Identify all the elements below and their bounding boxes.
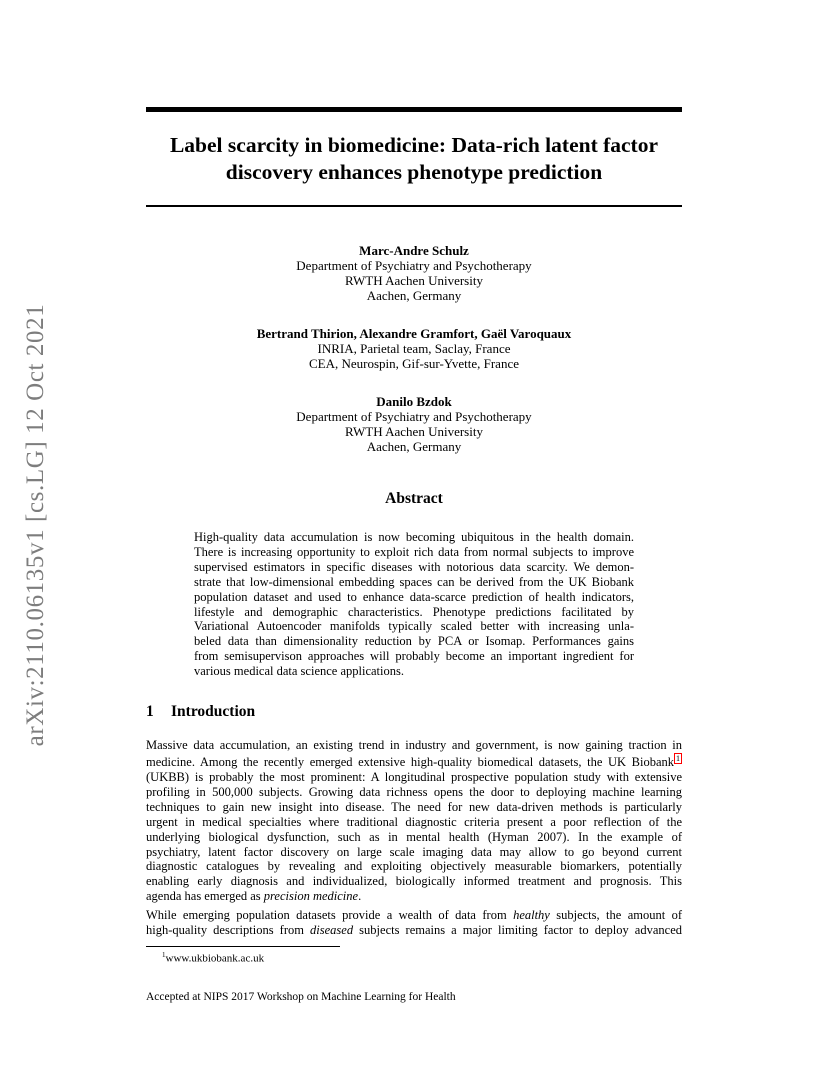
abstract-line: supervised estimators in specific diseases with notorious data scarcity. We demon-: [194, 559, 634, 574]
emphasis-text: diseased: [310, 922, 354, 937]
abstract-line: beled data than dimensionality reduction by PCA or Isomap. Performances gains: [194, 634, 634, 649]
author-name: Marc-Andre Schulz: [359, 243, 469, 258]
body-line: techniques to gain new insight into disease. The need for new data-driven methods is particularly: [146, 799, 682, 814]
body-text: agenda has emerged as: [146, 889, 264, 904]
abstract-line: population dataset and used to enhance data-scarce prediction of health indicators,: [194, 589, 634, 604]
body-text: .: [358, 889, 362, 904]
body-line: profiling in 500,000 subjects. Growing data richness opens the door to deploying machine learning: [146, 784, 682, 799]
body-text: While emerging population datasets provide a wealth of data from: [146, 908, 514, 922]
body-line: urgent in medical specialties where traditional diagnostic criteria present a poor reflection of the: [146, 814, 682, 829]
emphasis-text: healthy: [513, 908, 550, 922]
title-line: discovery enhances phenotype prediction: [225, 160, 603, 184]
author-block-2: [146, 326, 682, 371]
body-line: [146, 908, 682, 923]
title-top-rule: [146, 107, 682, 112]
author-name: Bertrand Thirion, Alexandre Gramfort, Gaël Varoquaux: [256, 326, 572, 341]
body-line: (UKBB) is probably the most prominent: A longitudinal prospective population study with extensive: [146, 769, 682, 784]
intro-paragraph-2: [146, 908, 682, 938]
footnote-rule: [146, 946, 340, 947]
author-block-3: [146, 394, 682, 454]
title-bottom-rule: [146, 205, 682, 207]
affiliation-line: Aachen, Germany: [366, 439, 462, 454]
section-number: 1: [146, 703, 154, 720]
section-title: Introduction: [171, 703, 256, 720]
body-text: subjects remains a major limiting factor to deploy advanced: [353, 922, 683, 937]
footnote-mark: 1: [162, 951, 166, 959]
body-text: subjects, the amount of: [549, 908, 682, 922]
abstract-body: [194, 530, 634, 679]
affiliation-line: RWTH Aachen University: [345, 273, 483, 288]
section-heading: [146, 703, 255, 721]
affiliation-line: Department of Psychiatry and Psychotherapy: [296, 258, 532, 273]
arxiv-watermark: [18, 290, 54, 760]
abstract-line: There is increasing opportunity to exploit rich data from normal subjects to improve: [194, 544, 634, 559]
abstract-line: lifestyle and demographic characteristics. Phenotype predictions facilitated by: [194, 604, 634, 619]
emphasis-text: precision medicine: [263, 889, 359, 904]
body-text: high-quality descriptions from: [146, 922, 311, 937]
body-line: [146, 889, 682, 904]
affiliation-line: CEA, Neurospin, Gif-sur-Yvette, France: [309, 356, 519, 371]
body-text: medicine. Among the recently emerged extensive high-quality biomedical datasets, the UK Biobank: [146, 755, 674, 770]
affiliation-line: Department of Psychiatry and Psychotherapy: [296, 409, 532, 424]
body-line: diagnostic catalogues by revealing and exploiting objectively measurable biomarkers, potentially: [146, 859, 682, 874]
body-line: underlying biological dysfunction, such as in mental health (Hyman 2007). In the example of: [146, 829, 682, 844]
affiliation-line: Aachen, Germany: [366, 288, 462, 303]
abstract-line: High-quality data accumulation is now becoming ubiquitous in the health domain.: [194, 530, 634, 544]
body-line: enabling early diagnosis and individualized, biologically informed treatment and prognosis. This: [146, 874, 682, 889]
footnote-text: www.ukbiobank.ac.uk: [165, 952, 265, 965]
abstract-heading: Abstract: [385, 490, 443, 507]
paper-title: [146, 132, 682, 186]
footnote: [162, 951, 264, 965]
affiliation-line: INRIA, Parietal team, Saclay, France: [317, 341, 511, 356]
abstract-line: various medical data science applications.: [194, 664, 404, 679]
affiliation-line: RWTH Aachen University: [345, 424, 483, 439]
author-block-1: [146, 243, 682, 303]
venue-note: Accepted at NIPS 2017 Workshop on Machine Learning for Health: [146, 991, 456, 1003]
body-line: Massive data accumulation, an existing trend in industry and government, is now gaining traction in: [146, 738, 682, 752]
arxiv-id: arXiv:2110.06135v1 [cs.LG] 12 Oct 2021: [22, 303, 49, 747]
title-line: Label scarcity in biomedicine: Data-rich latent factor: [169, 133, 659, 157]
body-line: [146, 923, 682, 938]
abstract-line: Variational Autoencoder manifolds typically scaled better with increasing unla-: [194, 619, 634, 634]
body-line: psychiatry, latent factor discovery on large scale imaging data may allow to go beyond current: [146, 844, 682, 859]
footnote-link[interactable]: 1: [676, 753, 680, 763]
intro-paragraph-1: [146, 738, 682, 904]
author-name: Danilo Bzdok: [376, 394, 452, 409]
body-line: [146, 753, 682, 770]
abstract-line: strate that low-dimensional embedding spaces can be derived from the UK Biobank: [194, 574, 634, 589]
abstract-line: from semisupervison approaches will probably become an important ingredient for: [194, 649, 634, 664]
